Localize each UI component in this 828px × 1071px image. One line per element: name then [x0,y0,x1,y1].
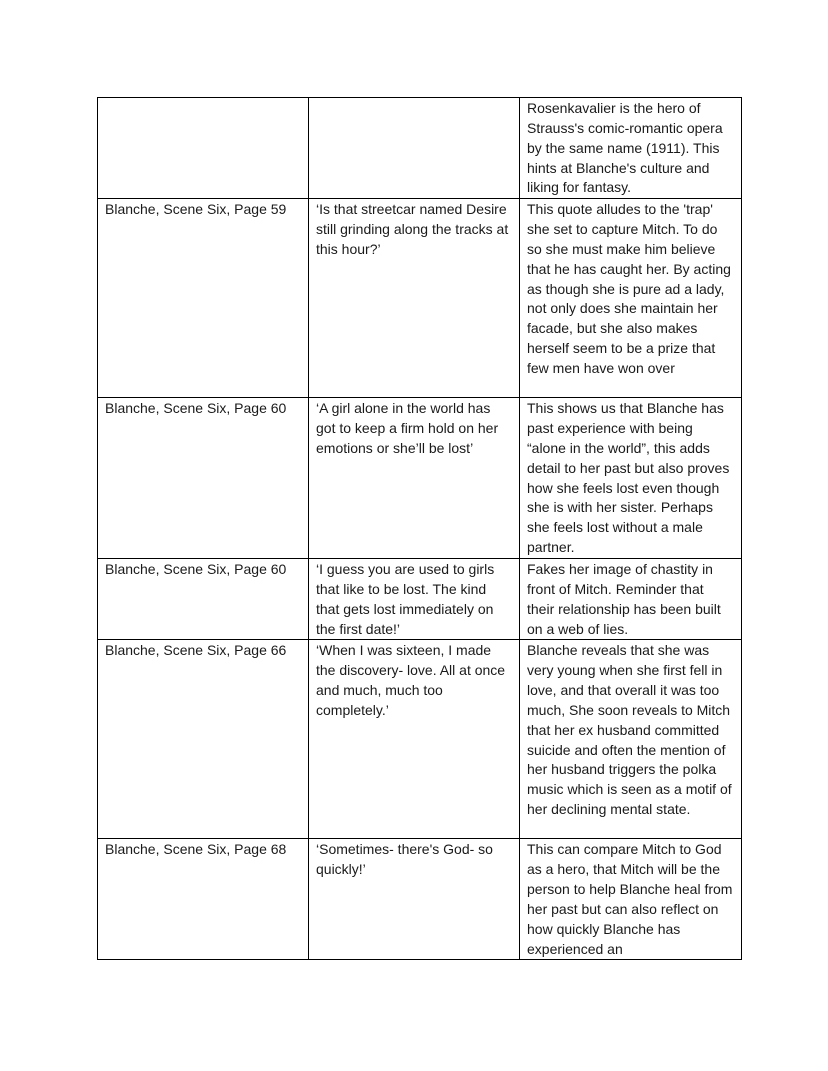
location-cell: Blanche, Scene Six, Page 60 [98,558,309,639]
table-row [98,640,742,839]
analysis-cell: Rosenkavalier is the hero of Strauss's comic-romantic opera by the same name (1911). This hints at Blanche's culture and liking for fantasy. [520,98,742,199]
quote-cell: ‘I guess you are used to girls that like to be lost. The kind that gets lost immediately on the first date!’ [309,558,520,639]
quote-cell [309,98,520,199]
location-cell: Blanche, Scene Six, Page 60 [98,398,309,559]
location-cell: Blanche, Scene Six, Page 68 [98,839,309,960]
table-row [98,199,742,398]
analysis-cell: This quote alludes to the 'trap' she set to capture Mitch. To do so she must make him believe that he has caught her. By acting as though she is pure ad a lady, not only does she maintain her facade, but she also makes herself seem to be a prize that few men have won over [520,199,742,398]
quote-cell: ‘When I was sixteen, I made the discovery- love. All at once and much, much too completely.’ [309,640,520,839]
quote-cell: ‘Is that streetcar named Desire still grinding along the tracks at this hour?’ [309,199,520,398]
location-cell: Blanche, Scene Six, Page 66 [98,640,309,839]
table-row [98,398,742,559]
table-row [98,558,742,639]
location-cell [98,98,309,199]
analysis-cell: Blanche reveals that she was very young when she first fell in love, and that overall it was too much, She soon reveals to Mitch that her ex husband committed suicide and often the mention of her husband triggers the polka music which is seen as a motif of her declining mental state. [520,640,742,839]
quote-cell: ‘A girl alone in the world has got to keep a firm hold on her emotions or she’ll be lost’ [309,398,520,559]
quote-analysis-table [97,97,742,960]
analysis-cell: This can compare Mitch to God as a hero, that Mitch will be the person to help Blanche heal from her past but can also reflect on how quickly Blanche has experienced an [520,839,742,960]
quote-cell: ‘Sometimes- there's God- so quickly!’ [309,839,520,960]
analysis-cell: This shows us that Blanche has past experience with being “alone in the world”, this adds detail to her past but also proves how she feels lost even though she is with her sister. Perhaps she feels lost without a male partner. [520,398,742,559]
location-cell: Blanche, Scene Six, Page 59 [98,199,309,398]
analysis-cell: Fakes her image of chastity in front of Mitch. Reminder that their relationship has been built on a web of lies. [520,558,742,639]
table-row [98,839,742,960]
table-row [98,98,742,199]
